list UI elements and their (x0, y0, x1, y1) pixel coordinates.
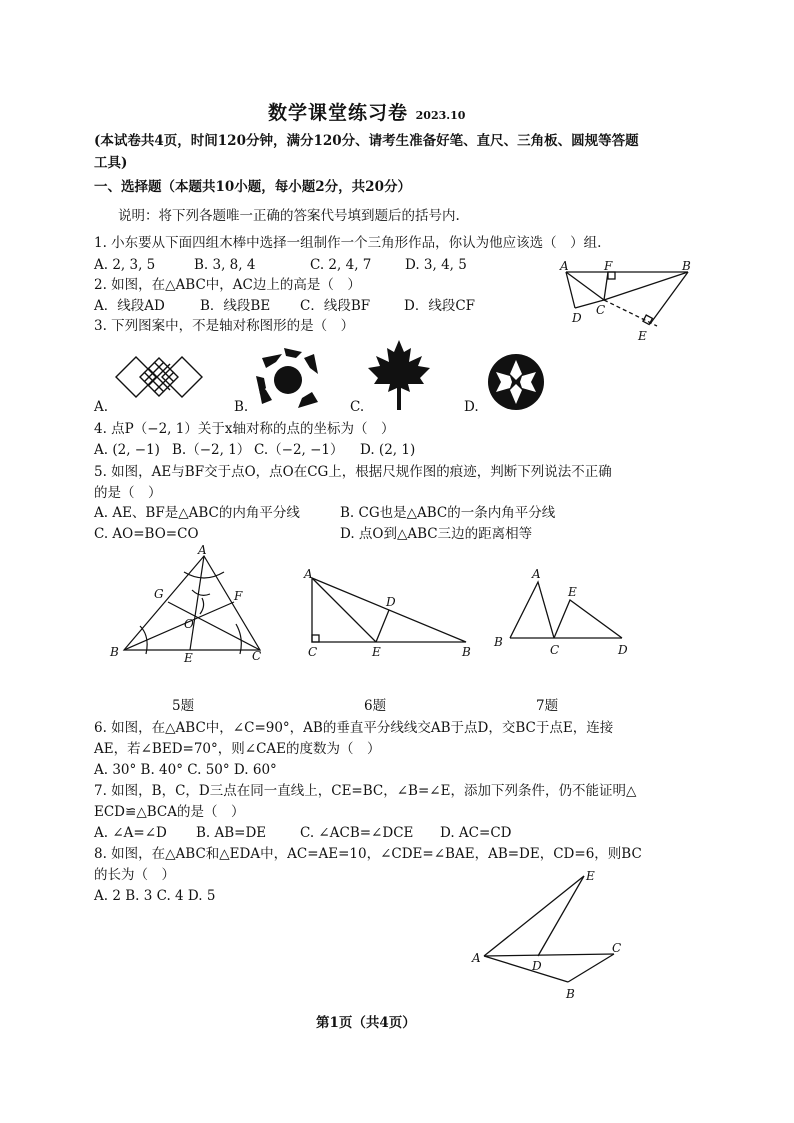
fig-q5-label-c: C (252, 649, 262, 663)
q7-stem-line1: 7. 如图，B，C，D三点在同一直线上，CE=BC，∠B=∠E，添加下列条件，仍不能证明△ (94, 783, 637, 799)
fig-q7-label-a: A (532, 567, 541, 581)
figure-q7 (492, 566, 642, 656)
fig-q5-label-e: E (184, 651, 193, 665)
q1-option-c: C. 2, 4, 7 (310, 257, 372, 273)
q1-stem: 1. 小东要从下面四组木棒中选择一组制作一个三角形作品，你认为他应该选（ ）组. (94, 235, 602, 251)
q7-stem-line2: ECD≌△BCA的是（ ） (94, 804, 245, 820)
q3-option-b-label: B. (234, 399, 249, 415)
title-date: 2023.10 (415, 109, 466, 122)
caption-q6: 6题 (364, 698, 387, 714)
fig-q2-label-d: D (572, 311, 582, 325)
fig-q5-label-g: G (154, 587, 164, 601)
q5-option-a: A. AE、BF是△ABC的内角平分线 (94, 505, 300, 521)
q3-pattern-d (486, 352, 546, 412)
q5-stem-line1: 5. 如图，AE与BF交于点O，点O在CG上，根据尺规作图的痕迹，判断下列说法不正确 (94, 464, 612, 480)
q2-stem: 2. 如图，在△ABC中，AC边上的高是（ ） (94, 277, 361, 293)
fig-q5-label-b: B (110, 645, 119, 659)
q5-option-d: D. 点O到△ABC三边的距离相等 (340, 526, 533, 542)
q4-option-d: D. (2, 1) (360, 442, 416, 458)
q2-option-d: D．线段CF (404, 298, 476, 314)
q3-option-a-label: A. (94, 399, 109, 415)
fig-q7-label-d: D (618, 643, 628, 657)
q6-stem-line1: 6. 如图，在△ABC中，∠C=90°，AB的垂直平分线线交AB于点D，交BC于点E，连接 (94, 720, 614, 736)
figure-q2 (552, 258, 702, 348)
instructions-line2: 工具) (94, 155, 128, 171)
q4-stem: 4. 点P（−2, 1）关于x轴对称的点的坐标为（ ） (94, 421, 395, 437)
caption-q7: 7题 (536, 698, 559, 714)
fig-q7-label-e: E (568, 585, 577, 599)
fig-q6-label-c: C (308, 645, 318, 659)
page-title (268, 98, 465, 125)
page-footer: 第1页（共4页） (316, 1015, 416, 1031)
fig-q5-label-f: F (234, 589, 243, 603)
fig-q2-label-a: A (560, 259, 569, 273)
figure-q5 (110, 543, 280, 666)
title-text: 数学课堂练习卷 (268, 102, 409, 124)
figure-q8 (470, 868, 640, 1008)
fig-q8-label-a: A (472, 951, 481, 965)
q2-option-c: C．线段BF (300, 298, 371, 314)
q4-option-a: A. (2, −1) (94, 442, 160, 458)
q8-stem-line1: 8. 如图，在△ABC和△EDA中，AC=AE=10，∠CDE=∠BAE，AB=DE，CD=6，则BC (94, 846, 642, 862)
q3-pattern-c (366, 340, 432, 410)
fig-q2-label-c: C (596, 303, 606, 317)
q3-pattern-b (256, 348, 322, 414)
fig-q8-label-c: C (612, 941, 622, 955)
q2-option-b: B．线段BE (200, 298, 271, 314)
fig-q7-label-b: B (494, 635, 503, 649)
fig-q2-label-f: F (604, 259, 613, 273)
q2-option-a: A．线段AD (94, 298, 165, 314)
q8-options: A. 2 B. 3 C. 4 D. 5 (94, 888, 216, 904)
q3-stem: 3. 下列图案中，不是轴对称图形的是（ ） (94, 318, 355, 334)
fig-q5-label-o: O (184, 617, 194, 631)
fig-q7-label-c: C (550, 643, 560, 657)
q3-pattern-a (112, 352, 212, 402)
fig-q5-label-a: A (198, 543, 207, 557)
q7-option-b: B. AB=DE (196, 825, 267, 841)
figure-q6 (300, 566, 480, 659)
section-heading: 一、选择题（本题共10小题，每小题2分，共20分） (94, 179, 411, 195)
q6-stem-line2: AE，若∠BED=70°，则∠CAE的度数为（ ） (94, 741, 381, 757)
fig-q6-label-b: B (462, 645, 471, 659)
q4-option-b: B.（−2, 1） (172, 442, 251, 458)
q6-options: A. 30° B. 40° C. 50° D. 60° (94, 762, 277, 778)
fig-q6-label-e: E (372, 645, 381, 659)
q7-option-c: C. ∠ACB=∠DCE (300, 825, 414, 841)
q5-option-c: C. AO=BO=CO (94, 526, 199, 542)
q3-option-d-label: D. (464, 399, 479, 415)
q5-stem-line2: 的是（ ） (94, 485, 162, 501)
q7-option-d: D. AC=CD (440, 825, 512, 841)
fig-q2-label-e: E (638, 329, 647, 343)
q5-option-b: B. CG也是△ABC的一条内角平分线 (340, 505, 556, 521)
q8-stem-line2: 的长为（ ） (94, 867, 175, 883)
q3-option-c-label: C. (350, 399, 365, 415)
q1-option-a: A. 2, 3, 5 (94, 257, 156, 273)
fig-q8-label-e: E (586, 869, 595, 883)
fig-q8-label-d: D (532, 959, 542, 973)
instructions-line1: (本试卷共4页，时间120分钟，满分120分、请考生准备好笔、直尺、三角板、圆规等答题 (94, 133, 639, 149)
fig-q6-label-a: A (304, 567, 313, 581)
caption-q5: 5题 (172, 698, 195, 714)
section-note: 说明：将下列各题唯一正确的答案代号填到题后的括号内. (118, 208, 460, 224)
q1-option-b: B. 3, 8, 4 (194, 257, 256, 273)
fig-q6-label-d: D (386, 595, 396, 609)
fig-q8-label-b: B (566, 987, 575, 1001)
q4-option-c: C.（−2, −1） (254, 442, 344, 458)
fig-q2-label-b: B (682, 259, 691, 273)
q1-option-d: D. 3, 4, 5 (405, 257, 467, 273)
q7-option-a: A. ∠A=∠D (94, 825, 167, 841)
